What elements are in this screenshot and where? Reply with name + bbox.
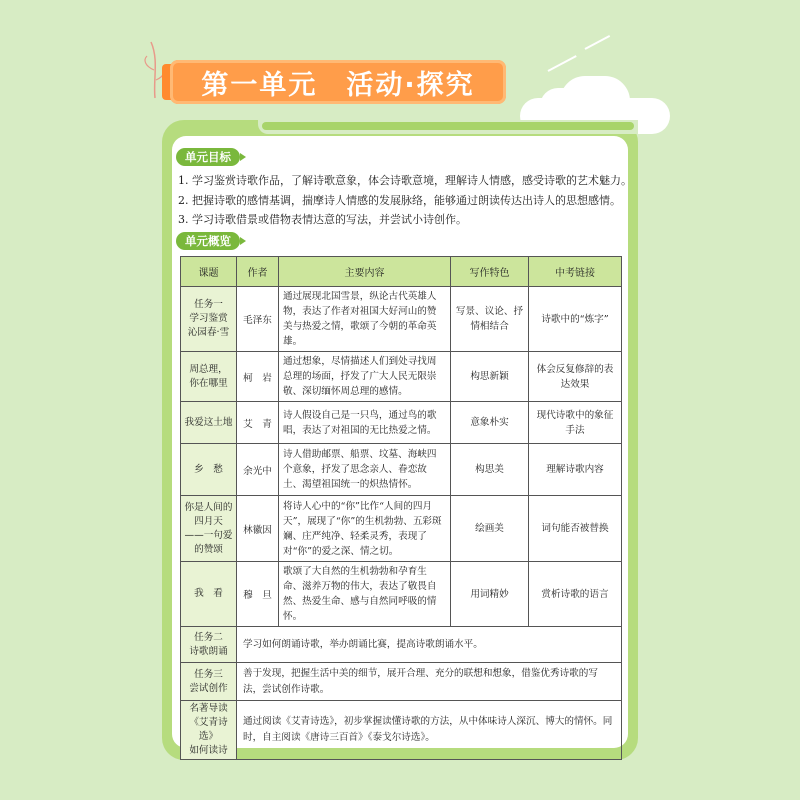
lesson-title-line: 任务三: [194, 668, 223, 680]
exam-link-cell: 理解诗歌内容: [529, 444, 622, 496]
exam-link-cell: 诗歌中的“炼字”: [529, 287, 622, 352]
lesson-title-cell: [181, 352, 237, 402]
title-banner: [170, 60, 506, 104]
feature-cell: 意象朴实: [451, 402, 529, 444]
author-cell: 余光中: [237, 444, 279, 496]
lesson-title-cell: [181, 444, 237, 496]
frame-tab-lip: [262, 122, 634, 130]
feature-cell: 构思新颖: [451, 352, 529, 402]
header-cell-content: 主要内容: [279, 257, 451, 287]
feature-cell: 构思美: [451, 444, 529, 496]
content-cell: 善于发现，把握生活中美的细节，展开合理、充分的联想和想象，借鉴优秀诗歌的写法，尝试创作诗歌。: [237, 663, 622, 701]
background-cloud: [540, 88, 590, 124]
content-cell: 学习如何朗诵诗歌，举办朗诵比赛，提高诗歌朗诵水平。: [237, 627, 622, 663]
content-cell: 诗人借助邮票、船票、坟墓、海峡四个意象，抒发了思念亲人、眷恋故土、渴望祖国统一的炽热情怀。: [279, 444, 451, 496]
table-row: [181, 627, 622, 663]
goal-item-3: 3. 学习诗歌借景或借物表情达意的写法，并尝试小诗创作。: [178, 213, 467, 226]
lesson-title-cell: [181, 701, 237, 760]
lesson-title-line: 周总理，: [189, 363, 228, 375]
author-cell: 穆 旦: [237, 562, 279, 627]
sparkle-line: [585, 35, 611, 50]
table-row: [181, 562, 622, 627]
feature-cell: 绘画美: [451, 496, 529, 562]
lesson-title-cell: [181, 287, 237, 352]
lesson-title-line: 学习鉴赏: [189, 313, 228, 324]
author-cell: 柯 岩: [237, 352, 279, 402]
table-row: [181, 444, 622, 496]
content-cell: 通过阅读《艾青诗选》，初步掌握读懂诗歌的方法，从中体味诗人深沉、博大的情怀。同时，自主阅读《唐诗三百首》《泰戈尔诗选》。: [237, 701, 622, 760]
lesson-title-cell: [181, 627, 237, 663]
content-cell: 将诗人心中的“你”比作“人间的四月天”，展现了“你”的生机勃勃、五彩斑斓、庄严纯净、轻柔灵秀，表现了对“你”的爱之深、情之切。: [279, 496, 451, 562]
lesson-title-cell: [181, 496, 237, 562]
lesson-title-line: 《艾青诗选》: [189, 717, 228, 742]
header-cell-link: 中考链接: [529, 257, 622, 287]
table-row: [181, 663, 622, 701]
overview-label: 单元概览: [176, 232, 240, 250]
lesson-title-line: 沁园春·雪: [187, 327, 230, 338]
lesson-title-line: 任务一: [194, 299, 223, 310]
author-cell: 艾 青: [237, 402, 279, 444]
content-cell: 诗人假设自己是一只鸟，通过鸟的歌唱，表达了对祖国的无比热爱之情。: [279, 402, 451, 444]
lesson-title-line: ——一句爱: [184, 529, 233, 541]
table-row: [181, 352, 622, 402]
table-row: [181, 402, 622, 444]
overview-table: [180, 256, 622, 760]
lesson-title-line: 乡 愁: [194, 463, 223, 475]
exam-link-cell: 词句能否被替换: [529, 496, 622, 562]
lesson-title-line: 的赞颂: [194, 543, 223, 555]
lesson-title-cell: [181, 402, 237, 444]
lesson-title-line: 尝试创作: [189, 682, 228, 694]
exam-link-cell: 体会反复修辞的表达效果: [529, 352, 622, 402]
goal-item-1: 1. 学习鉴赏诗歌作品，了解诗歌意象，体会诗歌意境，理解诗人情感，感受诗歌的艺术魅力。: [178, 174, 632, 187]
lesson-title-line: 名著导读: [189, 703, 228, 714]
sparkle-line: [548, 55, 577, 72]
goals-label: 单元目标: [176, 148, 240, 166]
page-title: 第一单元 活动·探究: [201, 69, 475, 101]
lesson-title-line: 你是人间的: [184, 501, 233, 513]
table-header-row: [181, 257, 622, 287]
feature-cell: 用词精妙: [451, 562, 529, 627]
goal-item-2: 2. 把握诗歌的感情基调，揣摩诗人情感的发展脉络，能够通过朗读传达出诗人的思想感情。: [178, 194, 621, 207]
lesson-title-line: 如何读诗: [189, 745, 228, 756]
exam-link-cell: 现代诗歌中的象征手法: [529, 402, 622, 444]
feature-cell: 写景、议论、抒情相结合: [451, 287, 529, 352]
exam-link-cell: 赏析诗歌的语言: [529, 562, 622, 627]
lesson-title-cell: [181, 663, 237, 701]
content-cell: 歌颂了大自然的生机勃勃和孕育生命、滋养万物的伟大，表达了敬畏自然、热爱生命、感与自然同呼吸的情怀。: [279, 562, 451, 627]
lesson-title-cell: [181, 562, 237, 627]
header-cell-feature: 写作特色: [451, 257, 529, 287]
lesson-title-line: 任务二: [194, 631, 223, 643]
content-cell: 通过想象，尽情描述人们到处寻找周总理的场面，抒发了广大人民无限崇敬、深切缅怀周总理的感情。: [279, 352, 451, 402]
table-row: [181, 701, 622, 760]
table-row: [181, 496, 622, 562]
author-cell: 毛泽东: [237, 287, 279, 352]
lesson-title-line: 你在哪里: [189, 377, 228, 389]
table-row: [181, 287, 622, 352]
lesson-title-line: 我爱这土地: [184, 416, 233, 428]
header-cell-title: 课题: [181, 257, 237, 287]
lesson-title-line: 四月天: [194, 515, 223, 527]
content-cell: 通过展现北国雪景，纵论古代英雄人物，表达了作者对祖国大好河山的赞美与热爱之情，歌颂了今朝的革命英雄。: [279, 287, 451, 352]
lesson-title-line: 我 看: [194, 588, 223, 599]
lesson-title-line: 诗歌朗诵: [189, 645, 228, 657]
header-cell-author: 作者: [237, 257, 279, 287]
author-cell: 林徽因: [237, 496, 279, 562]
